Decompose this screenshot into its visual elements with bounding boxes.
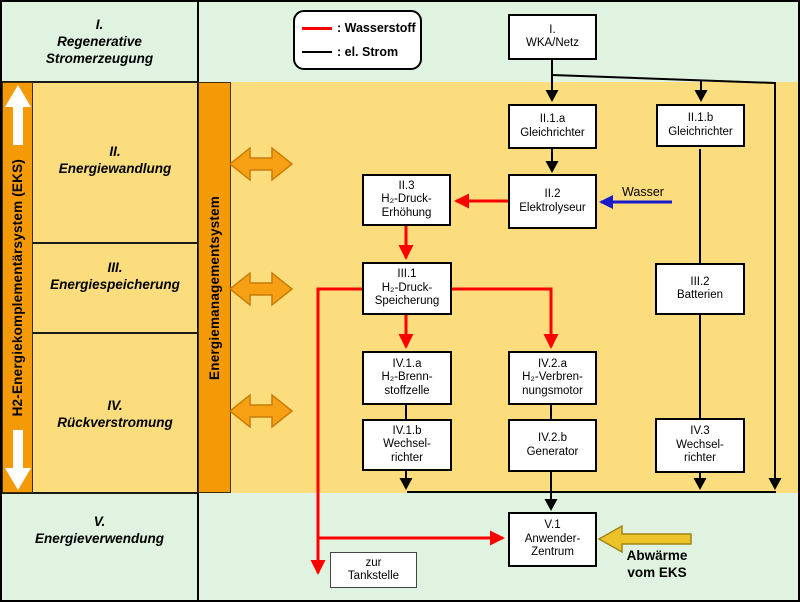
eks-bar-label: H2-Energiekomplementärsystem (EKS) (10, 158, 25, 417)
abwaerme-label: Abwärme vom EKS (626, 548, 688, 580)
row-label-energiewandlung: II. Energiewandlung (58, 144, 172, 176)
legend (293, 10, 422, 70)
box-gleichrichter-ii1a: II.1.a Gleichrichter (508, 104, 597, 149)
box-brennstoffzelle: IV.1.a H₂-Brenn- stoffzelle (362, 351, 452, 405)
wasser-label: Wasser (622, 185, 664, 199)
legend-label-wasserstoff: : Wasserstoff (337, 21, 416, 36)
line-storage-to-engine (452, 289, 551, 347)
box-gleichrichter-ii1b: II.1.b Gleichrichter (656, 104, 745, 147)
box-batterien: III.2 Batterien (655, 263, 745, 315)
box-elektrolyseur: II.2 Elektrolyseur (508, 174, 597, 229)
box-verbrennungsmotor: IV.2.a H₂-Verbren- nungsmotor (508, 351, 597, 405)
management-double-arrow-energiespeicherung-icon (230, 273, 292, 305)
box-wechselrichter-iv3: IV.3 Wechsel- richter (655, 418, 745, 473)
hydrogen-line-swatch (302, 27, 332, 30)
legend-item-wasserstoff (302, 21, 420, 35)
line-storage-to-fuel-station (318, 289, 362, 573)
box-generator: IV.2.b Generator (508, 419, 597, 472)
electricity-line-swatch (302, 51, 332, 53)
management-double-arrow-rueckverstromung-icon (230, 395, 292, 427)
box-anwender-zentrum: V.1 Anwender- Zentrum (508, 512, 597, 567)
legend-label-el-strom: : el. Strom (337, 44, 399, 59)
box-druck-erhoehung: II.3 H₂-Druck- Erhöhung (362, 174, 451, 226)
row-label-energieverwendung: V. Energieverwendung (34, 514, 165, 546)
energy-management-bar-label: Energiemanagementsystem (207, 195, 222, 380)
legend-item-el-strom (302, 45, 420, 59)
box-druck-speicherung: III.1 H₂-Druck- Speicherung (362, 262, 452, 315)
row-label-rueckverstromung: IV. Rückverstromung (57, 398, 173, 430)
eks-down-arrow-icon (5, 430, 31, 490)
eks-up-arrow-icon (5, 85, 31, 145)
row-label-regenerative-stromerzeugung: I. Regenerative Stromerzeugung (45, 17, 154, 66)
box-wka-netz: I. WKA/Netz (508, 14, 597, 60)
management-double-arrow-energiewandlung-icon (230, 148, 292, 180)
row-label-energiespeicherung: III. Energiespeicherung (50, 260, 180, 292)
box-zur-tankstelle: zur Tankstelle (330, 552, 417, 588)
box-wechselrichter-iv1b: IV.1.b Wechsel- richter (362, 419, 452, 471)
